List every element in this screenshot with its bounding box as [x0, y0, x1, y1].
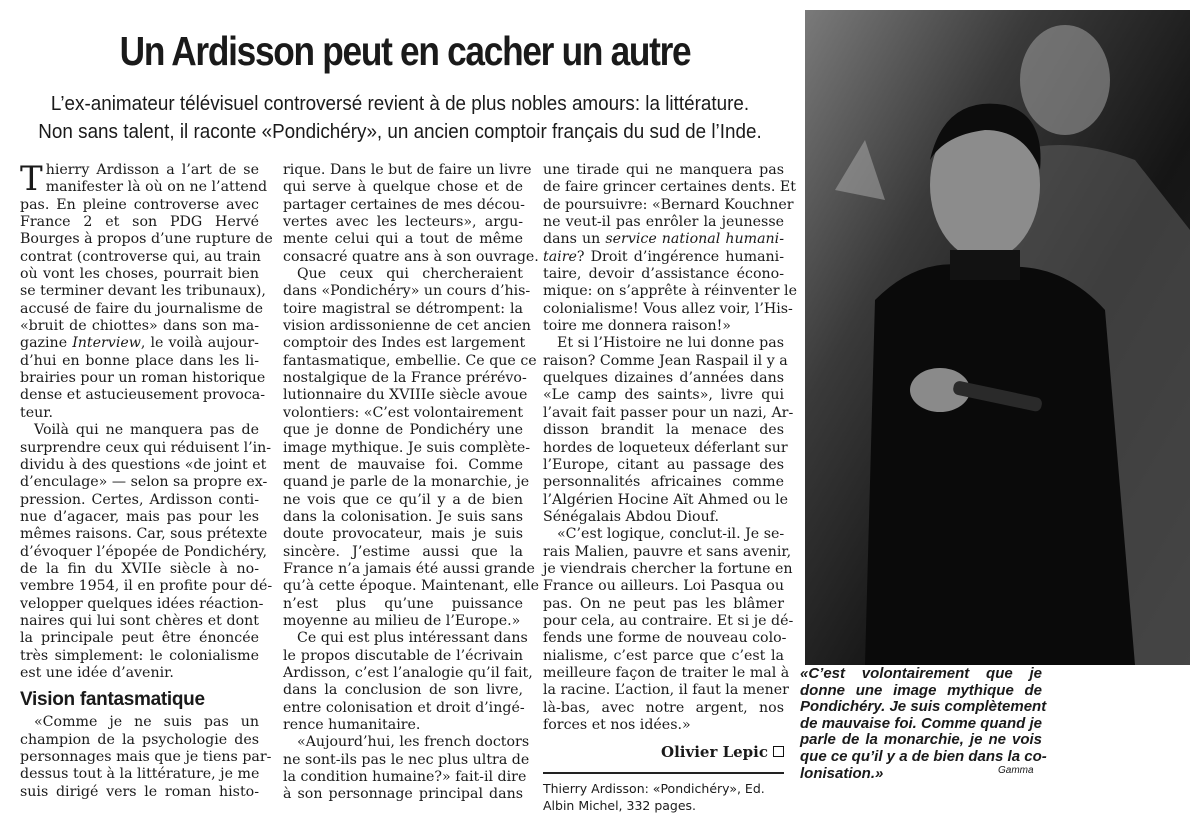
text-line: volontiers: «C’est volontairement: [283, 404, 524, 421]
text-line: dans la colonisation. Je suis sans: [283, 508, 523, 525]
text-line: Sénégalais Abdou Diouf.: [543, 508, 719, 525]
italic-text: Interview: [72, 335, 141, 352]
text-line: colonialisme! Vous allez voir, l’His-: [543, 300, 793, 317]
text-line: quelques dizaines d’années dans: [543, 370, 784, 387]
text-line: n’est plus qu’une puissance: [283, 595, 523, 612]
text-line: la principale peut être énoncée: [20, 630, 259, 647]
caption-line: que ce qu’il y a de bien dans la co-: [800, 747, 1047, 765]
text-line: quand je parle de la monarchie, je: [283, 474, 530, 491]
text-line: rence humanitaire.: [283, 717, 421, 733]
caption-line: lonisation.»: [800, 764, 884, 782]
text-line: rais Malien, pauvre et sans avenir,: [543, 543, 792, 560]
text-line: ment de mauvaise foi. Comme: [283, 456, 523, 473]
author-byline: [543, 742, 784, 762]
paragraph: [543, 162, 797, 335]
text-line: France 2 et son PDG Hervé: [20, 214, 259, 231]
text-line: taire, devoir d’assistance écono-: [543, 266, 784, 283]
text-line: dense et astucieusement provoca-: [20, 387, 266, 404]
caption-line: «C’est volontairement que je: [800, 665, 1042, 682]
text-line: dessus tout à la littérature, je me: [20, 766, 260, 783]
text-line: partager certaines de mes décou-: [283, 196, 525, 213]
text-line: «bruit de chiottes» dans son ma-: [20, 318, 259, 335]
text-line: est une idée d’avenir.: [20, 664, 174, 681]
paragraph: [20, 422, 273, 682]
text-line: de la fin du XVIIe siècle à no-: [20, 560, 259, 577]
text-line: d’hui en bonne place dans les li-: [20, 352, 259, 369]
text-line: manifester là où on ne l’attend: [45, 179, 268, 196]
text-line: surprendre ceux qui réduisent l’in-: [20, 439, 272, 456]
text-line: «C’est logique, conclut-il. Je se-: [557, 526, 785, 543]
text-line: personnalités africaines comme: [543, 474, 784, 491]
text-line: «Comme je ne suis pas un: [34, 714, 259, 731]
text-line: brairies pour un roman historique: [20, 370, 266, 387]
text-line: que je donne de Pondichéry une: [283, 422, 523, 439]
text-line: là-bas, avec notre argent, nos: [543, 699, 784, 716]
text-line: dans la conclusion de son livre,: [283, 682, 523, 699]
text-line: entre colonisation et droit d’ingé-: [283, 699, 525, 716]
paragraph: [283, 734, 530, 803]
photo-credit: Gamma: [998, 765, 1034, 776]
text-line: Ardisson, c’est l’analogie qu’il fait,: [283, 664, 533, 681]
text-line: sincère. J’estime aussi que la: [283, 543, 523, 560]
paragraph: [283, 162, 539, 266]
text-line: vertes avec les lecteurs», argu-: [283, 214, 523, 231]
article-column-2: [283, 162, 540, 804]
text-line: champion de la psychologie des: [20, 731, 259, 748]
headline: Un Ardisson peut en cacher un autre: [119, 28, 691, 74]
text-line: consacré quatre ans à son ouvrage.: [283, 248, 539, 265]
text-line: France n’a jamais été aussi grande: [283, 560, 535, 577]
author-name: Olivier Lepic: [661, 743, 768, 762]
text-line: à son personnage principal dans: [283, 786, 523, 803]
caption-line: parle de la monarchie, je ne vois: [800, 731, 1042, 749]
text-line: rique. Dans le but de faire un livre: [283, 162, 532, 178]
text-line: forces et nos idées.»: [543, 717, 691, 733]
text-line: image mythique. Je suis complète-: [283, 439, 531, 456]
text-line: très simplement: le colonialisme: [20, 647, 259, 664]
text-line: Voilà qui ne manquera pas de: [34, 422, 259, 439]
text-line: ne veut-il pas enrôler la jeunesse: [543, 214, 784, 231]
text-line: je viendrais chercher la fortune en: [543, 560, 793, 577]
text-line: ne sont-ils pas le nec plus ultra de: [283, 751, 530, 768]
text-line: meilleure façon de traiter le mal à: [543, 664, 790, 681]
text-line: dans «Pondichéry» un cours d’his-: [283, 283, 531, 300]
text-line: ne vois que ce qu’il y a de bien: [283, 491, 523, 508]
text-line: qu’à cette époque. Maintenant, elle: [283, 578, 540, 595]
section-heading: Vision fantasmatique: [20, 689, 205, 711]
text-line: France ou ailleurs. Loi Pasqua ou: [543, 578, 784, 595]
text-line: l’Algérien Hocine Aït Ahmed ou le: [543, 491, 789, 508]
text-line: naires qui lui sont chères et dont: [20, 612, 259, 629]
text-line: comptoir des Indes est largement: [283, 335, 526, 352]
end-mark-icon: [773, 746, 784, 757]
text-line: nue d’agacer, mais pas pour les: [20, 508, 259, 525]
text-line: hierry Ardisson a l’art de se: [45, 162, 259, 178]
text-line: moyenne au milieu de l’Europe.»: [283, 612, 521, 629]
text-line: d’évoquer l’épopée de Pondichéry,: [20, 543, 268, 560]
article-column-3: [543, 162, 797, 814]
paragraph: [20, 159, 273, 422]
text-line: dividu à des questions «de joint et: [20, 456, 267, 473]
text-line: [543, 231, 784, 248]
text-line: Bourges à propos d’une rupture de: [20, 231, 273, 248]
text-line: fends une forme de nouveau colo-: [543, 630, 787, 647]
text-line: Et si l’Histoire ne lui donne pas: [557, 335, 784, 352]
paragraph: [543, 335, 794, 526]
text-line: lutionnaire du XVIIIe siècle avoue: [283, 387, 528, 404]
italic-text: taire: [543, 248, 577, 265]
paragraph: [20, 714, 272, 801]
text-line: d’enculage» — selon sa propre ex-: [20, 474, 268, 491]
text-line: contrat (controverse qui, au train: [20, 248, 261, 265]
text-line: disson brandit la menace des: [543, 422, 784, 439]
text-line: de faire grincer certaines dents. Et: [543, 179, 796, 196]
text-line: mêmes raisons. Car, sous prétexte: [20, 526, 268, 543]
paragraph: [283, 266, 540, 630]
standfirst: [32, 90, 768, 146]
text-line: fantasmatique, embellie. Ce que ce: [283, 352, 537, 369]
article-column-1: [20, 159, 273, 801]
caption-line: de mauvaise foi. Comme quand je: [800, 714, 1042, 732]
text-line: toire me donnera raison!»: [543, 318, 731, 335]
text-line: se terminer devant les tribunaux),: [20, 283, 266, 300]
text-line: teur.: [20, 404, 53, 421]
caption-line: Pondichéry. Je suis complètement: [800, 698, 1047, 716]
italic-text: service national humani-: [605, 231, 784, 248]
text-line: vembre 1954, il en profite pour dé-: [20, 578, 273, 595]
text-line: Que ceux qui chercheraient: [297, 266, 523, 283]
text-line: «Aujourd’hui, les french doctors: [297, 734, 530, 751]
text-line: «Le camp des saints», livre qui: [543, 387, 784, 404]
text-line: pas. On ne peut pas les blâmer: [543, 595, 784, 612]
text-line: le propos discutable de l’écrivain: [283, 647, 523, 664]
text-line: suis dirigé vers le roman histo-: [20, 783, 259, 800]
text-line: l’avait fait passer pour un nazi, Ar-: [543, 404, 794, 421]
text-segment: , le voilà aujour-: [140, 335, 259, 352]
text-line: nostalgique de la France prérévo-: [283, 370, 527, 387]
text-line: pas. En pleine controverse avec: [20, 196, 259, 213]
text-line: la condition humaine?» fait-il dire: [283, 769, 527, 786]
divider: [543, 772, 784, 774]
text-line: nialisme, c’est parce que c’est la: [543, 647, 784, 664]
standfirst-line: L’ex-animateur télévisuel controversé revient à de plus nobles amours: la littérature.: [50, 92, 750, 115]
portrait-photo-image: [805, 10, 1190, 665]
text-line: la racine. L’action, il faut la mener: [543, 682, 789, 699]
text-line: où vont les choses, pourrait bien: [20, 266, 259, 283]
paragraph: [543, 526, 794, 734]
text-line: vision ardissonienne de cet ancien: [283, 318, 531, 335]
text-line: [20, 335, 259, 352]
text-line: accusé de faire du journalisme de: [20, 300, 263, 317]
text-line: velopper quelques idées réaction-: [20, 595, 264, 612]
text-line: hordes de loqueteux déferlant sur: [543, 439, 788, 456]
text-segment: ? Droit d’ingérence humani-: [576, 248, 784, 265]
drop-cap: T: [20, 159, 43, 199]
text-segment: gazine: [20, 335, 73, 352]
caption-line: donne une image mythique de: [800, 681, 1042, 699]
text-line: l’Europe, citant au passage des: [543, 456, 784, 473]
book-reference: Thierry Ardisson: «Pondichéry», Ed. Albin Michel, 332 pages.: [543, 781, 765, 814]
text-line: personnages mais que je tiens par-: [20, 749, 272, 765]
standfirst-line: Non sans talent, il raconte «Pondichéry», un ancien comptoir français du sud de l’Inde.: [38, 120, 762, 143]
portrait-photo: [805, 10, 1190, 665]
text-line: une tirade qui ne manquera pas: [543, 162, 784, 178]
text-line: raison? Comme Jean Raspail il y a: [543, 352, 788, 369]
text-line: pour cela, au contraire. Et si je dé-: [543, 612, 794, 629]
text-line: mente celui qui a tout de même: [283, 231, 523, 248]
text-line: doute provocateur, mais je suis: [283, 526, 523, 543]
text-line: pression. Certes, Ardisson conti-: [20, 491, 259, 508]
text-line: de poursuivre: «Bernard Kouchner: [543, 196, 794, 213]
text-line: toire magistral se détrompent: la: [283, 300, 523, 317]
text-line: Ce qui est plus intéressant dans: [297, 630, 528, 647]
paragraph: [283, 630, 533, 734]
text-segment: dans un: [543, 231, 606, 248]
text-line: [543, 249, 784, 266]
text-line: mique: on s’apprête à réinventer le: [543, 283, 797, 300]
text-line: qui serve à quelque chose et de: [283, 179, 523, 196]
